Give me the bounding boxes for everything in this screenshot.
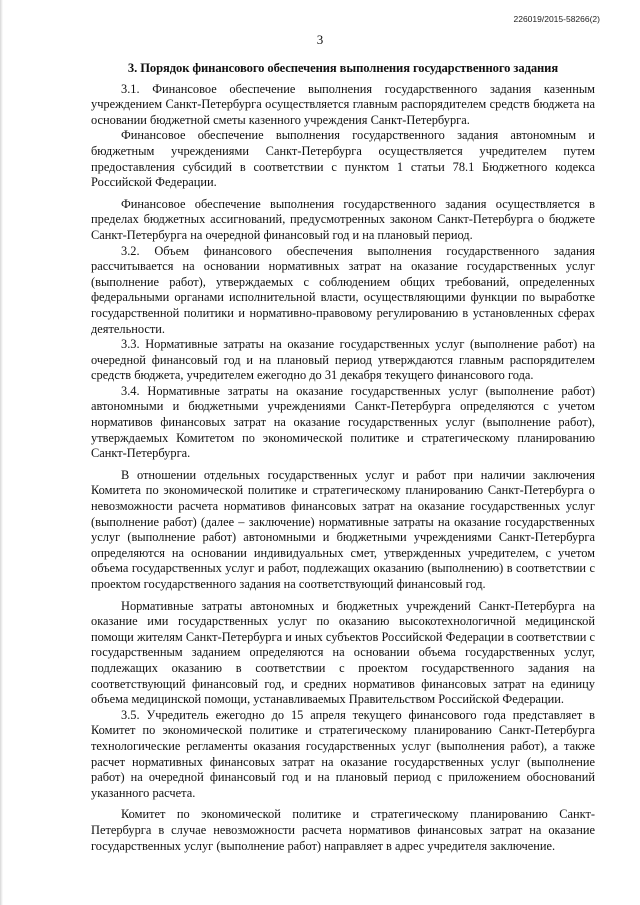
paragraph-committee-conclusion: Комитет по экономической политике и стратегическому планированию Санкт-Петербурга в случае невозможности расчета нормативов финансовых затрат на оказание государственных услуг (выполнение работ) направляет в адрес учредителя заключение. <box>91 807 595 853</box>
paragraph-conclusion-exception: В отношении отдельных государственных услуг и работ при наличии заключения Комитета по экономической политике и стратегическому планированию Санкт-Петербурга о невозможности расчета нормативов финансовых затрат на оказание государственных услуг (выполнение работ) (далее – заключение) нормативные затраты на оказание государственных услуг (выполнение работ) автономными и бюджетными учреждениями Санкт-Петербурга определяются на основании индивидуальных смет, утвержденных учредителем, с учетом объема государственных услуг и работ, подлежащих оказанию (выполнению) в соответствии с проектом государственного задания на соответствующий финансовый год. <box>91 467 595 591</box>
paragraph-3-3: 3.3. Нормативные затраты на оказание государственных услуг (выполнение работ) на очередной финансовый год и на плановый период утверждаются главным распорядителем средств бюджета, учредителем ежегодно до 31 декабря текущего финансового года. <box>91 337 595 383</box>
paragraph-3-2: 3.2. Объем финансового обеспечения выполнения государственного задания рассчитывается на основании нормативных затрат на оказание государственных услуг (выполнение работ), утверждаемых с соблюдением общих требований, определенных федеральными органами исполнительной власти, осуществляющими функции по выработке государственной политики и нормативно-правовому регулированию в установленных сферах деятельности. <box>91 243 595 336</box>
paragraph-budget-limits: Финансовое обеспечение выполнения государственного задания осуществляется в пределах бюджетных ассигнований, предусмотренных законом Санкт-Петербурга о бюджете Санкт-Петербурга на очередной финансовый год и на плановый период. <box>91 196 595 242</box>
document-body <box>91 61 595 854</box>
document-registration-number: 226019/2015-58266(2) <box>513 14 600 24</box>
paragraph-3-5: 3.5. Учредитель ежегодно до 15 апреля текущего финансового года представляет в Комитет по экономической политике и стратегическому планированию Санкт-Петербурга технологические регламенты оказания государственных услуг (выполнения работ), а также расчет нормативных финансовых затрат на оказание государственных услуг (выполнение работ) на очередной финансовый год и на плановый период с приложением обоснований указанного расчета. <box>91 707 595 800</box>
paragraph-3-1: 3.1. Финансовое обеспечение выполнения государственного задания казенным учреждением Санкт-Петербурга осуществляется главным распорядителем средств бюджета на основании бюджетной сметы казенного учреждения Санкт-Петербурга. <box>91 81 595 127</box>
page-number: 3 <box>316 32 324 47</box>
scan-edge-shadow <box>0 0 3 905</box>
section-heading: 3. Порядок финансового обеспечения выполнения государственного задания <box>127 61 559 75</box>
paragraph-3-4: 3.4. Нормативные затраты на оказание государственных услуг (выполнение работ) автономными и бюджетными учреждениями Санкт-Петербурга определяются с учетом нормативов финансовых затрат на оказание государственных услуг (выполнение работ), утверждаемых Комитетом по экономической политике и стратегическому планированию Санкт-Петербурга. <box>91 383 595 461</box>
paragraph-autonomous-funding: Финансовое обеспечение выполнения государственного задания автономным и бюджетным учреждениями Санкт-Петербурга осуществляется учредителем путем предоставления субсидий в соответствии с пунктом 1 статьи 78.1 Бюджетного кодекса Российской Федерации. <box>91 128 595 190</box>
paragraph-medical-care-costs: Нормативные затраты автономных и бюджетных учреждений Санкт-Петербурга на оказание ими государственных услуг по оказанию высокотехнологичной медицинской помощи жителям Санкт-Петербурга и иных субъектов Российской Федерации в соответствии с государственным заданием определяются на основании объема государственных услуг, подлежащих оказанию в соответствии с проектом государственного задания на соответствующий финансовый год, и средних нормативов финансовых затрат на единицу объема медицинской помощи, устанавливаемых Правительством Российской Федерации. <box>91 598 595 707</box>
